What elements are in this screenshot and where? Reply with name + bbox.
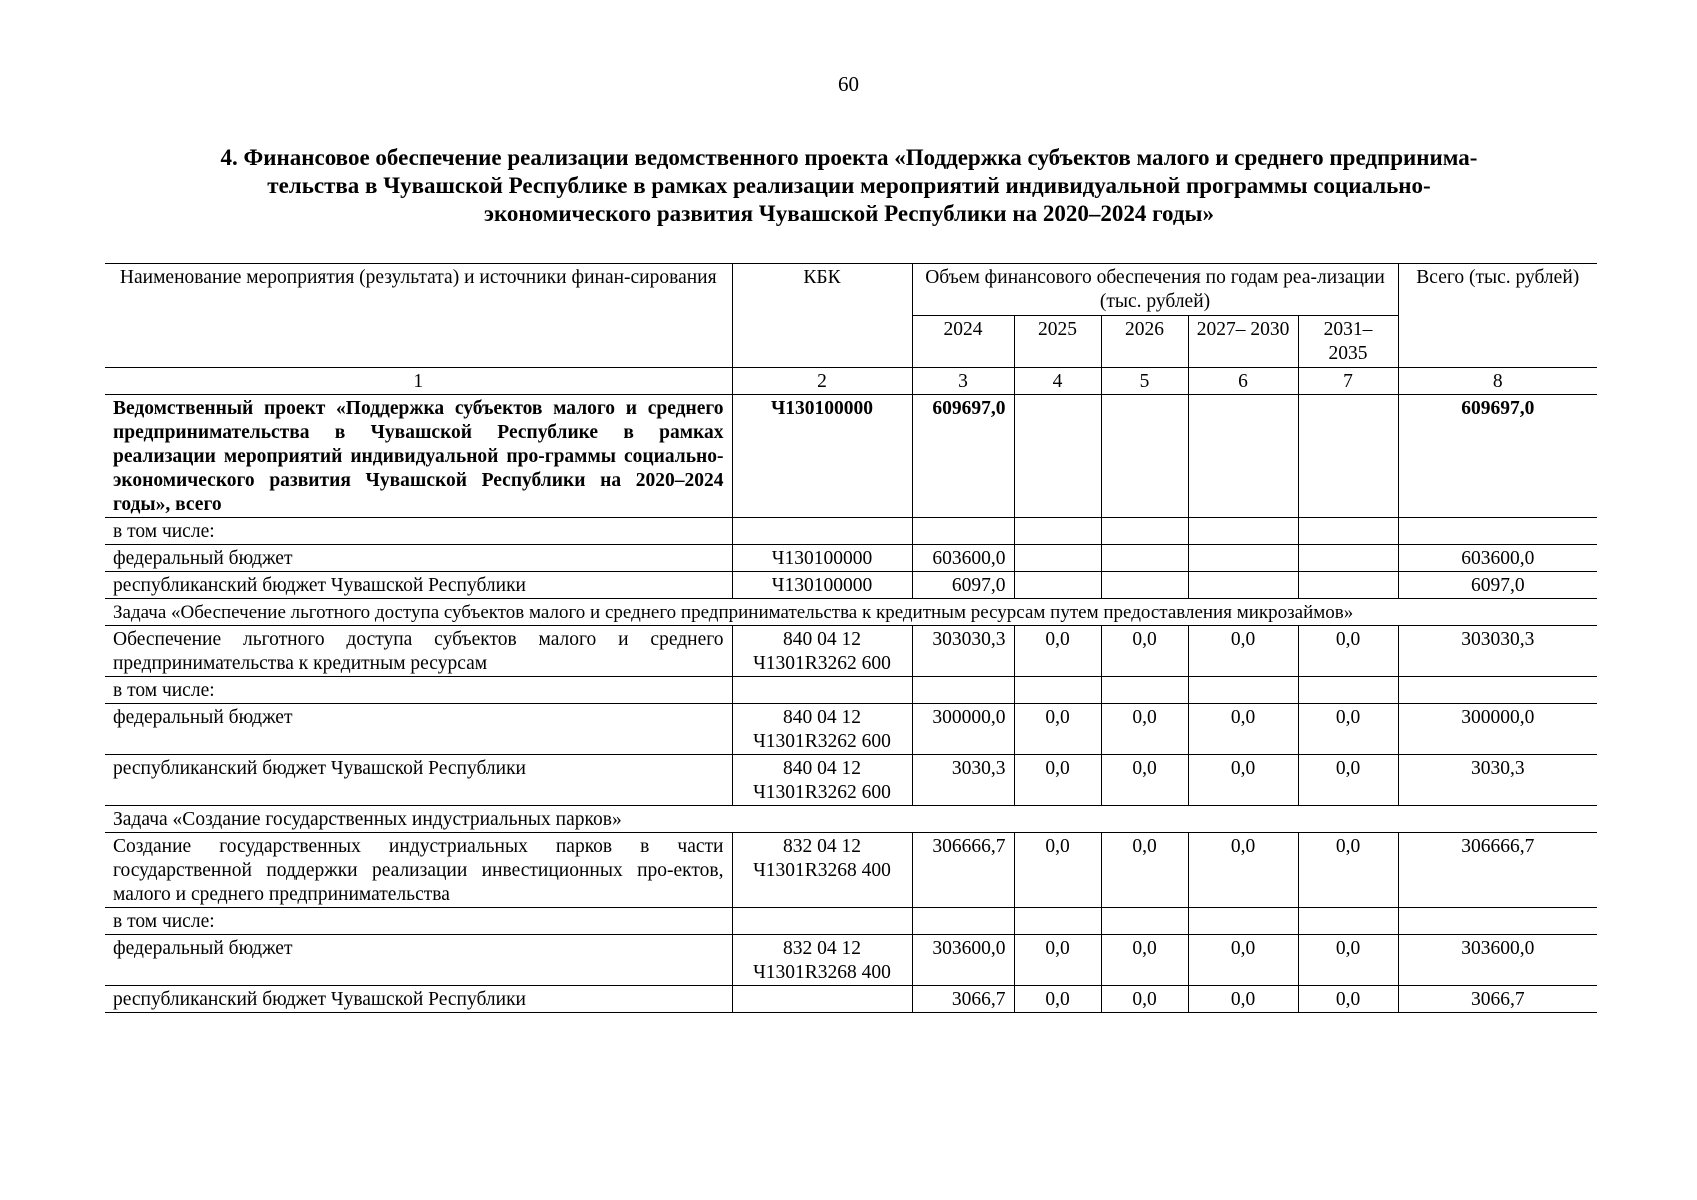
kbk-line: Ч1301R3268 400: [753, 962, 891, 983]
row-2027-2030: [1188, 677, 1298, 704]
row-total: 609697,0: [1398, 395, 1597, 518]
row-2026: [1101, 518, 1188, 545]
row-2031-2035: [1298, 395, 1398, 518]
row-2026: [1101, 677, 1188, 704]
row-2025: 0,0: [1014, 626, 1101, 677]
table-row: [105, 626, 1597, 677]
header-kbk: КБК: [732, 264, 912, 368]
kbk-line: 840 04 12: [783, 707, 861, 728]
row-2026: 0,0: [1101, 626, 1188, 677]
column-number: 3: [912, 368, 1014, 395]
header-year: 2024: [912, 316, 1014, 368]
task-row: [105, 599, 1597, 626]
task-title: Задача «Создание государственных индустриальных парков»: [105, 806, 1597, 833]
section-title-line: 4. Финансовое обеспечение реализации ведомственного проекта «Поддержка субъектов малого и среднего предпринима-: [220, 145, 1478, 170]
row-total: [1398, 677, 1597, 704]
kbk-line: 832 04 12: [783, 836, 861, 857]
kbk-line: Ч1301R3262 600: [753, 731, 891, 752]
table-row: [105, 518, 1597, 545]
row-2025: [1014, 395, 1101, 518]
row-2031-2035: [1298, 677, 1398, 704]
row-kbk: [732, 755, 912, 806]
section-title-line: тельства в Чувашской Республике в рамках реализации мероприятий индивидуальной программы социально-: [267, 173, 1431, 198]
row-2026: 0,0: [1101, 833, 1188, 908]
row-name: республиканский бюджет Чувашской Республики: [105, 755, 732, 806]
task-title: Задача «Обеспечение льготного доступа субъектов малого и среднего предпринимательства к кредитным ресурсам путем предоставления микрозаймов»: [105, 599, 1597, 626]
row-2031-2035: 0,0: [1298, 935, 1398, 986]
section-title-line: экономического развития Чувашской Республики на 2020–2024 годы»: [484, 201, 1214, 226]
table-row: [105, 986, 1597, 1013]
row-2031-2035: [1298, 545, 1398, 572]
row-2024: 306666,7: [912, 833, 1014, 908]
row-2026: [1101, 395, 1188, 518]
row-2026: 0,0: [1101, 935, 1188, 986]
kbk-line: Ч1301R3268 400: [753, 860, 891, 881]
row-2026: 0,0: [1101, 755, 1188, 806]
row-2027-2030: 0,0: [1188, 704, 1298, 755]
kbk-line: 832 04 12: [783, 938, 861, 959]
row-name: федеральный бюджет: [105, 704, 732, 755]
row-2024: [912, 518, 1014, 545]
kbk-line: Ч1301R3262 600: [753, 782, 891, 803]
table-row: [105, 572, 1597, 599]
task-row: [105, 806, 1597, 833]
header-year: 2027– 2030: [1188, 316, 1298, 368]
row-kbk: [732, 677, 912, 704]
row-name: в том числе:: [105, 908, 732, 935]
row-total: 6097,0: [1398, 572, 1597, 599]
row-2031-2035: [1298, 908, 1398, 935]
row-kbk: [732, 626, 912, 677]
row-total: [1398, 908, 1597, 935]
row-2026: 0,0: [1101, 704, 1188, 755]
table-row: [105, 395, 1597, 518]
header-year: 2031– 2035: [1298, 316, 1398, 368]
row-2027-2030: 0,0: [1188, 935, 1298, 986]
row-2031-2035: 0,0: [1298, 755, 1398, 806]
table-row: [105, 908, 1597, 935]
row-total: 306666,7: [1398, 833, 1597, 908]
row-2025: 0,0: [1014, 986, 1101, 1013]
row-2024: 303030,3: [912, 626, 1014, 677]
row-2024: 300000,0: [912, 704, 1014, 755]
table-row: [105, 833, 1597, 908]
row-2027-2030: [1188, 572, 1298, 599]
row-kbk: Ч130100000: [732, 572, 912, 599]
row-2026: [1101, 545, 1188, 572]
row-total: 3030,3: [1398, 755, 1597, 806]
table-row: [105, 704, 1597, 755]
row-kbk: [732, 908, 912, 935]
row-2025: 0,0: [1014, 833, 1101, 908]
kbk-line: Ч1301R3262 600: [753, 653, 891, 674]
row-2025: 0,0: [1014, 755, 1101, 806]
row-name: Обеспечение льготного доступа субъектов малого и среднего предпринимательства к кредитным ресурсам: [105, 626, 732, 677]
row-2027-2030: [1188, 545, 1298, 572]
column-number: 5: [1101, 368, 1188, 395]
kbk-line: 840 04 12: [783, 629, 861, 650]
page-number: 60: [838, 72, 859, 96]
row-2027-2030: 0,0: [1188, 755, 1298, 806]
column-number: 4: [1014, 368, 1101, 395]
row-2031-2035: 0,0: [1298, 986, 1398, 1013]
row-total: 303600,0: [1398, 935, 1597, 986]
row-kbk: Ч130100000: [732, 545, 912, 572]
column-number: 8: [1398, 368, 1597, 395]
row-2026: [1101, 572, 1188, 599]
row-name: республиканский бюджет Чувашской Республики: [105, 986, 732, 1013]
row-name: республиканский бюджет Чувашской Республики: [105, 572, 732, 599]
row-name: федеральный бюджет: [105, 935, 732, 986]
column-number: 6: [1188, 368, 1298, 395]
row-2024: 603600,0: [912, 545, 1014, 572]
header-year: 2025: [1014, 316, 1101, 368]
row-2025: 0,0: [1014, 704, 1101, 755]
row-2025: [1014, 572, 1101, 599]
kbk-line: 840 04 12: [783, 758, 861, 779]
row-2024: 6097,0: [912, 572, 1014, 599]
row-name: федеральный бюджет: [105, 545, 732, 572]
row-2027-2030: [1188, 395, 1298, 518]
row-2031-2035: 0,0: [1298, 833, 1398, 908]
row-name: Ведомственный проект «Поддержка субъектов малого и среднего предпринимательства в Чувашской Республике в рамках реализации мероприятий индивидуальной про-граммы социально-экономического развития Чувашской Республики на 2020–2024 годы», всего: [105, 395, 732, 518]
row-kbk: [732, 833, 912, 908]
row-total: 603600,0: [1398, 545, 1597, 572]
row-2024: [912, 908, 1014, 935]
row-2024: 609697,0: [912, 395, 1014, 518]
row-2025: [1014, 908, 1101, 935]
row-2025: [1014, 545, 1101, 572]
column-number: 7: [1298, 368, 1398, 395]
row-2027-2030: 0,0: [1188, 986, 1298, 1013]
row-name: Создание государственных индустриальных парков в части государственной поддержки реализации инвестиционных про-ектов, малого и среднего предпринимательства: [105, 833, 732, 908]
column-number: 1: [105, 368, 732, 395]
header-year: 2026: [1101, 316, 1188, 368]
header-total: Всего (тыс. рублей): [1398, 264, 1597, 368]
row-kbk: [732, 935, 912, 986]
row-name: в том числе:: [105, 518, 732, 545]
row-2024: 303600,0: [912, 935, 1014, 986]
row-2024: [912, 677, 1014, 704]
row-2024: 3030,3: [912, 755, 1014, 806]
table-row: [105, 755, 1597, 806]
row-kbk: [732, 704, 912, 755]
row-2031-2035: 0,0: [1298, 626, 1398, 677]
row-2027-2030: 0,0: [1188, 833, 1298, 908]
row-2025: 0,0: [1014, 935, 1101, 986]
row-2027-2030: [1188, 908, 1298, 935]
table-row: [105, 677, 1597, 704]
row-name: в том числе:: [105, 677, 732, 704]
row-kbk: Ч130100000: [732, 395, 912, 518]
section-title: [110, 144, 1588, 228]
row-total: 300000,0: [1398, 704, 1597, 755]
row-2027-2030: [1188, 518, 1298, 545]
row-total: 3066,7: [1398, 986, 1597, 1013]
row-2026: 0,0: [1101, 986, 1188, 1013]
row-2031-2035: 0,0: [1298, 704, 1398, 755]
row-2026: [1101, 908, 1188, 935]
row-2025: [1014, 677, 1101, 704]
header-volume: Объем финансового обеспечения по годам реа-лизации (тыс. рублей): [912, 264, 1398, 316]
row-2025: [1014, 518, 1101, 545]
table-row: [105, 545, 1597, 572]
row-2024: 3066,7: [912, 986, 1014, 1013]
row-kbk: [732, 986, 912, 1013]
row-total: 303030,3: [1398, 626, 1597, 677]
row-2027-2030: 0,0: [1188, 626, 1298, 677]
header-name: Наименование мероприятия (результата) и источники финан-сирования: [105, 264, 732, 368]
column-number: 2: [732, 368, 912, 395]
table-row: [105, 935, 1597, 986]
row-total: [1398, 518, 1597, 545]
row-kbk: [732, 518, 912, 545]
row-2031-2035: [1298, 518, 1398, 545]
row-2031-2035: [1298, 572, 1398, 599]
financing-table: [105, 263, 1597, 1013]
